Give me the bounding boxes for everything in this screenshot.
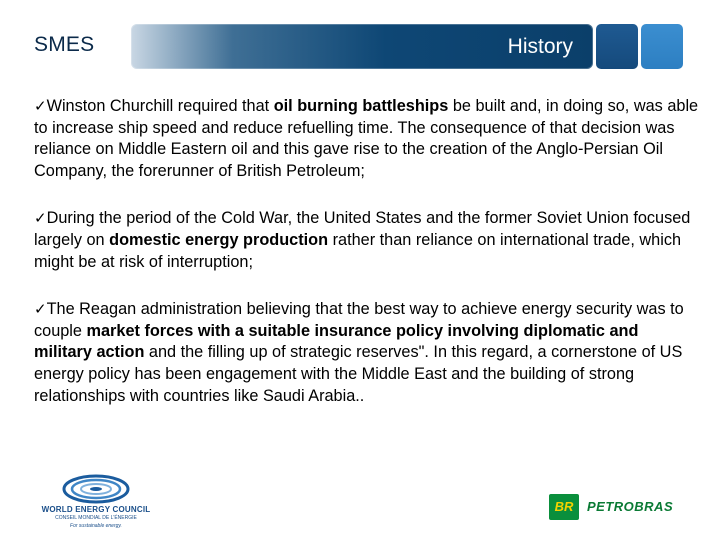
petrobras-logo: [549, 494, 699, 520]
checkmark-icon: ✓: [34, 300, 47, 319]
bullet-text: rather than reliance on international trade, which might be at risk of interruption;: [34, 230, 682, 271]
wec-name: WORLD ENERGY COUNCIL: [41, 505, 151, 514]
bullet-text: Winston Churchill required that: [46, 97, 274, 115]
petrobras-name: PETROBRAS: [587, 499, 674, 514]
checkmark-icon: ✓: [34, 209, 47, 228]
bullet-emphasis: oil burning battleships: [273, 97, 449, 115]
br-mark-icon: [549, 494, 579, 520]
bullet-text: be built and, in doing so, was able to increase ship speed and reduce refuelling time. The consequence of that decision was reliance on Middle Eastern oil and this gave rise to the creation of the Anglo-Persian Oil Company, the forerunner of British Petroleum;: [34, 97, 699, 180]
wec-tagline: For sustainable energy.: [70, 523, 122, 529]
bullet-emphasis: market forces with a suitable insurance policy involving diplomatic and military action: [34, 321, 639, 362]
checkmark-icon: ✓: [34, 97, 47, 115]
header-decor-square-dark: [596, 24, 638, 69]
slide-title: History: [507, 35, 573, 58]
header-bar: [131, 24, 593, 69]
world-energy-council-logo: [26, 474, 166, 534]
globe-icon: [62, 474, 130, 504]
brand-label: SMES: [34, 33, 95, 56]
bullet-text: The Reagan administration believing that the best way to achieve energy security was to couple: [34, 300, 684, 340]
wec-subtitle: CONSEIL MONDIAL DE L'ÉNERGIE: [55, 515, 137, 521]
bullet-text: and the filling up of strategic reserves". In this regard, a cornerstone of US energy policy has been engagement with the Middle East and the building of strong relationships with countries like Saudi Arabia..: [34, 343, 683, 405]
bullet-emphasis: domestic energy production: [109, 230, 329, 249]
bullet-paragraph: [34, 208, 700, 273]
bullet-paragraph: [34, 96, 700, 182]
bullet-paragraph: [34, 299, 700, 407]
bullet-text: During the period of the Cold War, the United States and the former Soviet Union focused largely on: [34, 209, 691, 249]
slide-content: [34, 96, 700, 407]
header-decor-square-light: [641, 24, 683, 69]
br-mark-text: BR: [554, 499, 574, 514]
